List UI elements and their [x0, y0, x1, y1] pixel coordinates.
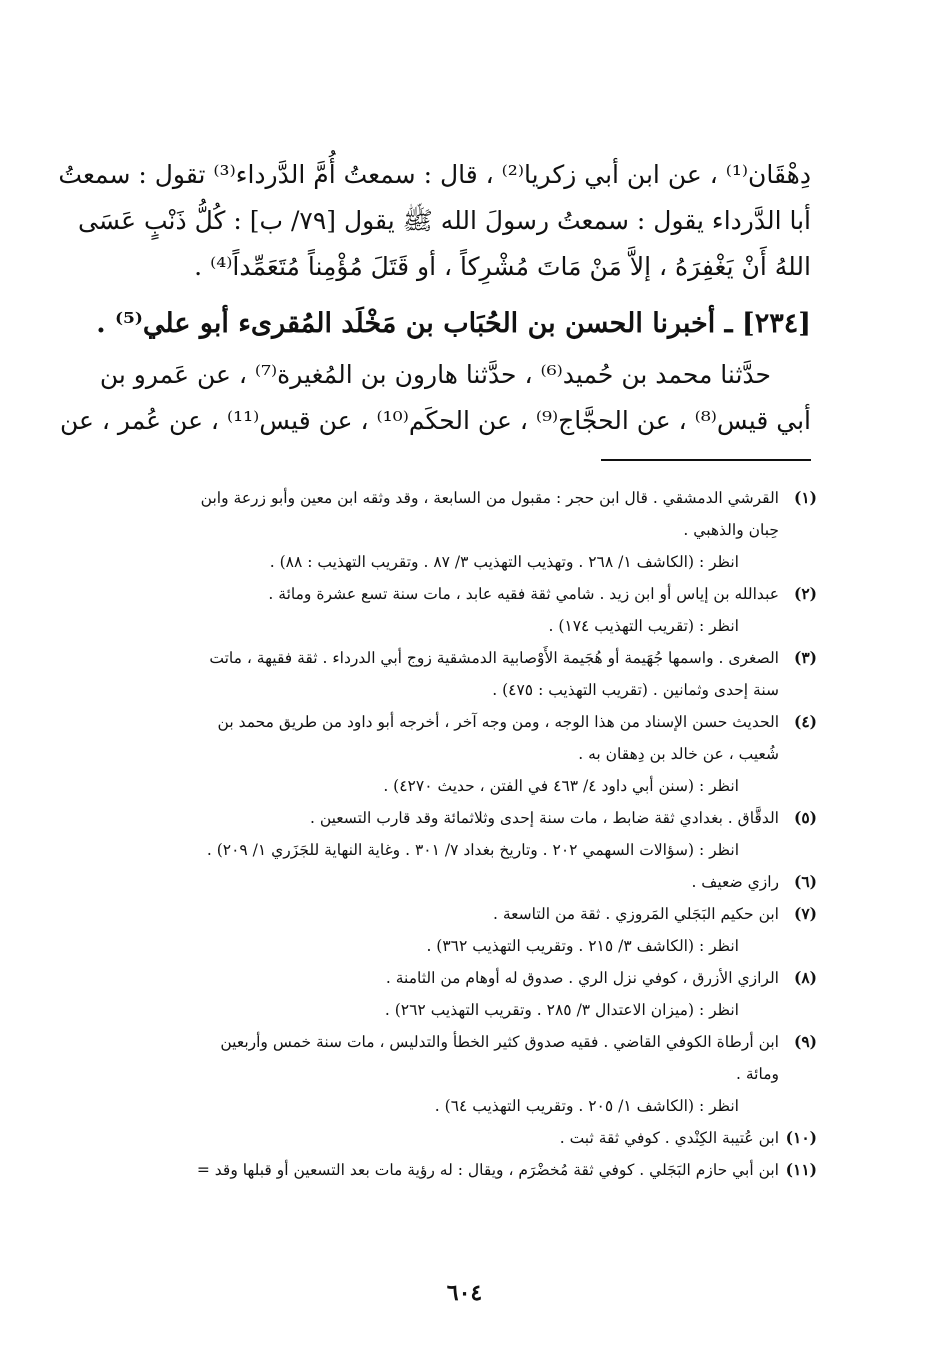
footnote-number: (١١)	[785, 1160, 817, 1179]
footnote-number: (٣)	[793, 648, 817, 667]
main-line: أبا الدَّرداء يقول : سمعتُ رسولَ الله ﷺ يقول [٧٩/ ب] : كُلُّ ذَنْبٍ عَسَى	[78, 206, 811, 235]
footnote-line	[113, 706, 817, 738]
footnote-number: (٢)	[793, 584, 817, 603]
footnotes	[113, 482, 817, 1186]
footnote-text: انظر : (ميزان الاعتدال ٣/ ٢٨٥ . وتقريب التهذيب ٢٦٢) .	[384, 1001, 739, 1019]
footnote-line	[113, 1058, 817, 1090]
footnote-number: (٨)	[793, 968, 817, 987]
footnote-line	[113, 610, 817, 642]
footnote-line	[113, 770, 817, 802]
footnote-number: (٦)	[793, 872, 817, 891]
narration-line: حدَّثنا محمد بن حُميد⁽⁶⁾ ، حدَّثنا هارون بن المُغيرة⁽⁷⁾ ، عن عَمرو بن	[99, 360, 771, 389]
footnote-line	[113, 674, 817, 706]
footnote-number: (٥)	[793, 808, 817, 827]
footnote-text: انظر : (الكاشف ١/ ٢٦٨ . وتهذيب التهذيب ٣/ ٨٧ . وتقريب التهذيب : ٨٨) .	[269, 553, 739, 571]
footnote-text: انظر : (الكاشف ١/ ٢٠٥ . وتقريب التهذيب ٦٤) .	[434, 1097, 739, 1115]
footnote-text: انظر : (سؤالات السهمي ٢٠٢ . وتاريخ بغداد ٧/ ٣٠١ . وغاية النهاية للجَزَري ١/ ٢٠٩) .	[206, 841, 739, 859]
footnote-line	[113, 642, 817, 674]
hadith-heading: [٢٣٤] ـ أخبرنا الحسن بن الحُبَاب بن مَخْلَد المُقرىء أبو علي⁽⁵⁾ .	[96, 308, 811, 339]
page-number: ٦٠٤	[446, 1280, 483, 1306]
footnote-text: انظر : (الكاشف ٣/ ٢١٥ . وتقريب التهذيب ٣٦٢) .	[426, 937, 739, 955]
footnote-line	[113, 514, 817, 546]
footnote-line	[113, 1090, 817, 1122]
footnote-text: انظر : (سنن أبي داود ٤/ ٤٦٣ في الفتن ، حديث ٤٢٧٠) .	[383, 777, 739, 795]
footnote-number: (٧)	[793, 904, 817, 923]
footnote-line	[113, 962, 817, 994]
footnote-line	[113, 994, 817, 1026]
footnote-text: حِبان والذهبي .	[683, 521, 779, 539]
footnote-number: (٩)	[793, 1032, 817, 1051]
footnote-line	[113, 1026, 817, 1058]
main-line: دِهْقَان⁽¹⁾ ، عن ابن أبي زكريا⁽²⁾ ، قال : سمعتُ أُمَّ الدَّرداء⁽³⁾ تقول : سمعتُ	[58, 160, 811, 189]
footnote-line	[113, 802, 817, 834]
narration-line: أبي قيس⁽⁸⁾ ، عن الحجَّاج⁽⁹⁾ ، عن الحكَم⁽¹⁰⁾ ، عن قيس⁽¹¹⁾ ، عن عُمر ، عن	[60, 406, 811, 435]
main-text	[58, 152, 811, 444]
footnote-line	[113, 1122, 817, 1154]
main-line: اللهُ أَنْ يَغْفِرَهُ ، إلاَّ مَنْ مَاتَ مُشْرِكاً ، أو قَتَلَ مُؤْمِناً مُتَعَمِّداً⁽⁴⁾ .	[194, 252, 811, 281]
footnote-text: الدقَّاق . بغدادي ثقة ضابط ، مات سنة إحدى وثلاثمائة وقد قارب التسعين .	[309, 809, 779, 827]
footnote-text: عبدالله بن إياس أو ابن زيد . شامي ثقة فقيه عابد ، مات سنة تسع عشرة ومائة .	[268, 585, 779, 603]
footnote-text: رازي ضعيف .	[691, 873, 779, 891]
footnote-text: شُعيب ، عن خالد بن دِهقان به .	[578, 745, 779, 763]
footnote-line	[113, 834, 817, 866]
footnote-text: الحديث حسن الإسناد من هذا الوجه ، ومن وجه آخر ، أخرجه أبو داود من طريق محمد بن	[217, 713, 779, 731]
footnote-line	[113, 578, 817, 610]
footnote-line	[113, 1154, 817, 1186]
footnote-text: ابن أبي حازم البَجَلي . كوفي ثقة مُخضْرَم ، ويقال : له رؤية مات بعد التسعين أو قبلها وقد =	[196, 1161, 779, 1179]
footnote-text: ابن عُتيبة الكِنْدي . كوفي ثقة ثبت .	[559, 1129, 779, 1147]
footnote-text: ومائة .	[736, 1065, 779, 1083]
footnote-text: الرازي الأزرق ، كوفي نزل الري . صدوق له أوهام من الثامنة .	[385, 969, 779, 987]
footnote-text: ابن حكيم البَجَلي المَروزي . ثقة من التاسعة .	[492, 905, 779, 923]
footnote-text: ابن أرطاة الكوفي القاضي . فقيه صدوق كثير الخطأ والتدليس ، مات سنة خمس وأربعين	[220, 1033, 779, 1051]
footnote-line	[113, 930, 817, 962]
footnote-line	[113, 898, 817, 930]
footnote-number: (٤)	[793, 712, 817, 731]
footnote-line	[113, 546, 817, 578]
footnote-line	[113, 738, 817, 770]
footnote-line	[113, 482, 817, 514]
footnote-line	[113, 866, 817, 898]
footnote-separator	[601, 459, 811, 461]
footnote-text: انظر : (تقريب التهذيب ١٧٤) .	[548, 617, 739, 635]
footnote-text: الصغرى . واسمها جُهَيمة أو هُجَيمة الأَوْصابية الدمشقية زوج أبي الدرداء . ثقة فقيهة ، ماتت	[209, 649, 779, 667]
footnote-number: (١)	[793, 488, 817, 507]
footnote-number: (١٠)	[785, 1128, 817, 1147]
footnote-text: سنة إحدى وثمانين . (تقريب التهذيب : ٤٧٥) .	[492, 681, 779, 699]
footnote-text: القرشي الدمشقي . قال ابن حجر : مقبول من السابعة ، وقد وثقه ابن معين وأبو زرعة وابن	[200, 489, 779, 507]
